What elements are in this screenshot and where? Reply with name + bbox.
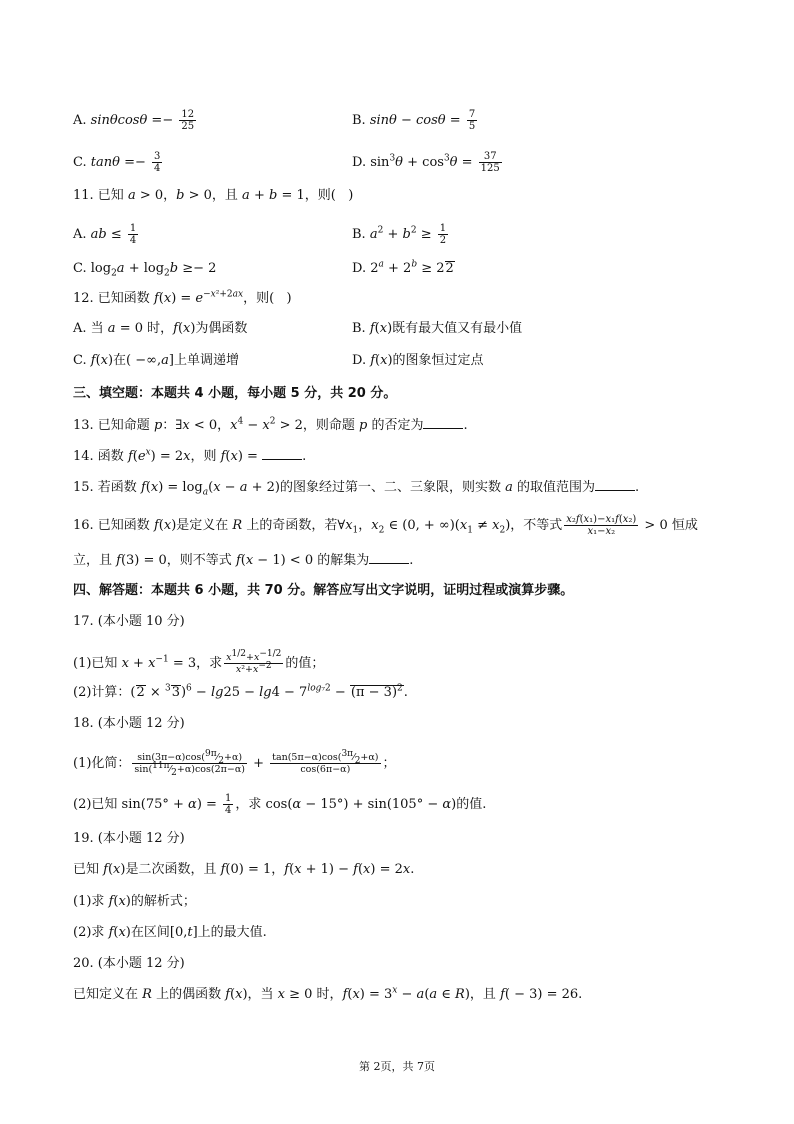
q18-title: 18. (本小题 12 分) bbox=[73, 716, 185, 731]
q12-option-a: A. 当 a = 0 时，f(x)为偶函数 bbox=[73, 321, 248, 336]
q12-stem: 12. 已知函数 $f(x) = e^{-x^2+2ax}$，则( ) bbox=[73, 289, 292, 306]
q18-part-2: (2)已知 sin(75° + α) = $\frac{1}{4}$ ，求 cos(α − 15°) + sin(105° − α)的值. bbox=[73, 793, 487, 816]
q11-option-a: A. ab ≤ $\frac{1}{4}$ bbox=[73, 223, 137, 246]
section-4-heading: 四、解答题：本题共 6 小题，共 70 分。解答应写出文字说明，证明过程或演算步骤。 bbox=[73, 583, 574, 598]
q17-title: 17. (本小题 10 分) bbox=[73, 614, 185, 629]
q10-option-c: C. tanθ =− $\frac{3}{4}$ bbox=[73, 151, 161, 174]
q19-part-1: (1)求 f(x)的解析式； bbox=[73, 894, 196, 909]
q10-option-b: B. sinθ − cosθ = $\frac{7}{5}$ bbox=[352, 109, 476, 132]
page-footer: 第 2页，共 7页 bbox=[359, 1060, 435, 1073]
q11-stem: 11. 已知 a > 0，b > 0，且 a + b = 1，则( ) bbox=[73, 188, 354, 203]
q13: 13. 已知命题 p：∃x < 0，$x^4 - x^2 > 2$，则命题 p 的否定为 . bbox=[73, 416, 468, 433]
q20-title: 20. (本小题 12 分) bbox=[73, 956, 185, 971]
q10-option-a: A. sinθcosθ =− $\frac{12}{25}$ bbox=[73, 109, 195, 132]
q11-option-d: D. $2^a + 2^b \ge 22$ bbox=[352, 259, 454, 276]
q11-option-c: C. $\log_2a + \log_2b \ge- 2$ bbox=[73, 261, 217, 279]
q11-option-b: B. $a^2 + b^2$ ≥ $\frac{1}{2}$ bbox=[352, 223, 447, 246]
q12-option-b: B. f(x)既有最大值又有最小值 bbox=[352, 321, 523, 336]
q20-stem: 已知定义在 R 上的偶函数 f(x)，当 x ≥ 0 时，$f(x) = 3^x - a(a$ ∈ R)，且 f( − 3) = 26. bbox=[73, 985, 583, 1002]
q17-part-2: (2)计算：$(2 \times ^33)^6 - \lg 25 - \lg 4 - 7^{log_72} - (\pi - 3)^2$. bbox=[73, 683, 408, 700]
q19-title: 19. (本小题 12 分) bbox=[73, 831, 185, 846]
q10-option-d: D. $\sin^3\theta + \cos^3\theta$ = $\frac{37}{125}$ bbox=[352, 151, 500, 174]
q16-line-1: 16. 已知函数 f(x)是定义在 R 上的奇函数，若$\forall x_1$，$x_2$ ∈ (0, + $\infty)(x_1 \ne x_2)$，不等式 $\frac{\text{x₂f(x₁)−x₁f(x₂)}}{\text{x₁−x₂}}$ > 0 恒成 bbox=[73, 514, 698, 537]
q17-part-1: (1)已知 $x + x^{-1} = 3$，求 $\frac{x^{1/2}+x^{-1/2}}{x^2+x^{-2}}$ 的值； bbox=[73, 648, 325, 675]
q19-part-2: (2)求 f(x)在区间[0,t]上的最大值. bbox=[73, 925, 267, 940]
section-3-heading: 三、填空题：本题共 4 小题，每小题 5 分，共 20 分。 bbox=[73, 386, 397, 401]
q18-part-1: (1)化简： $\frac{\sin(3\pi-\alpha)\cos(^{9\pi}⁄_2+\alpha)}{\sin(^{11\pi}⁄_2+\alpha)\cos(2\pi-\alpha)}$ + $\frac{\tan(5\pi-\alpha)\cos(^{3\pi}⁄_2+\alpha)}{\cos(6\pi-\alpha)}$ ； bbox=[73, 748, 396, 778]
q12-option-d: D. f(x)的图象恒过定点 bbox=[352, 353, 484, 368]
q14: 14. 函数 $f(e^x) = 2x$，则 f(x) = . bbox=[73, 447, 307, 464]
q16-line-2: 立，且 f(3) = 0，则不等式 f(x − 1) < 0 的解集为 . bbox=[73, 553, 414, 568]
q12-option-c: C. f(x)在( −∞,a]上单调递增 bbox=[73, 353, 239, 368]
q19-stem: 已知 f(x)是二次函数，且 f(0) = 1，f(x + 1) − f(x) = 2x. bbox=[73, 862, 415, 877]
q15: 15. 若函数 $f(x) = \log_a(x - a + 2)$的图象经过第一、二、三象限，则实数 a 的取值范围为 . bbox=[73, 480, 640, 498]
